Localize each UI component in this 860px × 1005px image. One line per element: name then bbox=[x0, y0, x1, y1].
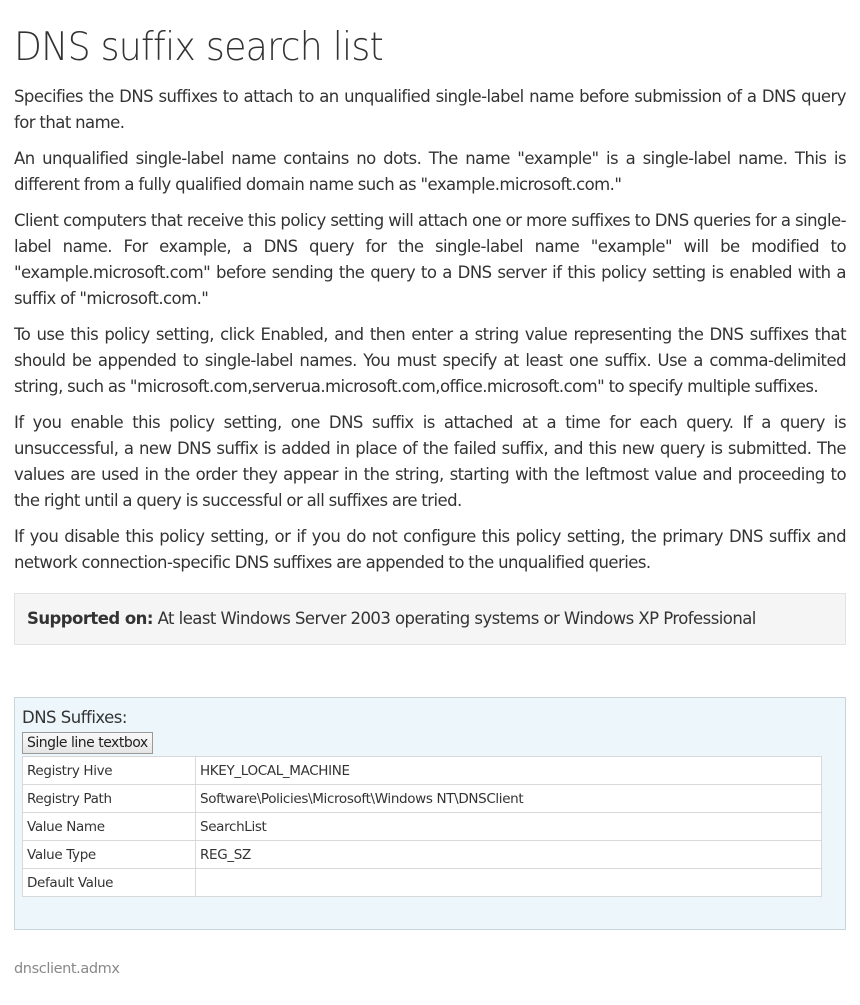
registry-value-cell: REG_SZ bbox=[196, 841, 822, 869]
description-paragraph: Client computers that receive this policy setting will attach one or more suffixes to DNS queries for a single-label name. For example, a DNS query for the single-label name "example" will be modified to "example.microsoft.com" before sending the query to a DNS server if this policy setting is enabled with a suffix of "microsoft.com." bbox=[14, 211, 846, 308]
registry-key-cell: Value Type bbox=[23, 841, 196, 869]
supported-on-box bbox=[14, 593, 846, 645]
registry-value-cell: Software\Policies\Microsoft\Windows NT\DNSClient bbox=[196, 785, 822, 813]
description-paragraph: To use this policy setting, click Enabled, and then enter a string value representing the DNS suffixes that should be appended to single-label names. You must specify at least one suffix. Use a comma-delimited string, such as "microsoft.com,serverua.microsoft.com,office.microsoft.com" to specify multiple suffixes. bbox=[14, 325, 846, 396]
description-paragraph: If you disable this policy setting, or if you do not configure this policy setting, the primary DNS suffix and network connection-specific DNS suffixes are appended to the unqualified queries. bbox=[14, 527, 846, 572]
policy-description bbox=[14, 84, 846, 576]
table-row bbox=[23, 813, 822, 841]
registry-key-cell: Default Value bbox=[23, 869, 196, 897]
registry-key-cell: Registry Hive bbox=[23, 757, 196, 785]
policy-element-panel bbox=[14, 697, 846, 930]
table-row bbox=[23, 785, 822, 813]
table-row bbox=[23, 841, 822, 869]
element-title: DNS Suffixes: bbox=[22, 708, 127, 727]
element-type-badge: Single line textbox bbox=[22, 732, 153, 754]
registry-value-cell: HKEY_LOCAL_MACHINE bbox=[196, 757, 822, 785]
registry-value-cell bbox=[196, 869, 822, 897]
supported-on-label: Supported on: bbox=[27, 609, 153, 628]
registry-value-cell: SearchList bbox=[196, 813, 822, 841]
page-title: DNS suffix search list bbox=[14, 25, 384, 70]
admx-filename: dnsclient.admx bbox=[14, 961, 120, 977]
description-paragraph: An unqualified single-label name contains no dots. The name "example" is a single-label name. This is different from a fully qualified domain name such as "example.microsoft.com." bbox=[14, 149, 846, 194]
description-paragraph: If you enable this policy setting, one DNS suffix is attached at a time for each query. If a query is unsuccessful, a new DNS suffix is added in place of the failed suffix, and this new query is submitted. The values are used in the order they appear in the string, starting with the leftmost value and proceeding to the right until a query is successful or all suffixes are tried. bbox=[14, 413, 846, 510]
description-paragraph: Specifies the DNS suffixes to attach to an unqualified single-label name before submission of a DNS query for that name. bbox=[14, 87, 846, 132]
registry-table bbox=[22, 756, 822, 897]
table-row bbox=[23, 869, 822, 897]
table-row bbox=[23, 757, 822, 785]
supported-on-value: At least Windows Server 2003 operating systems or Windows XP Professional bbox=[157, 609, 756, 628]
registry-key-cell: Registry Path bbox=[23, 785, 196, 813]
registry-key-cell: Value Name bbox=[23, 813, 196, 841]
